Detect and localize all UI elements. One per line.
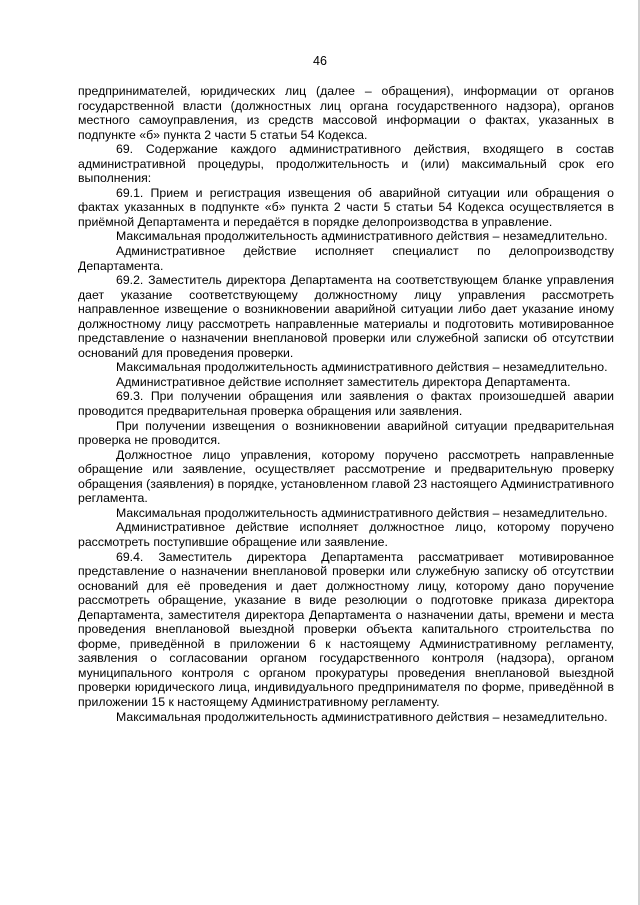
paragraph-executor-3: Административное действие исполняет должностное лицо, которому поручено рассмотреть поступившие обращение или заявление. (78, 520, 614, 549)
paragraph-duration-1: Максимальная продолжительность административного действия – незамедлительно. (116, 229, 608, 244)
paragraph-69: 69. Содержание каждого административного действия, входящего в состав административной процедуры, продолжительность и (или) максимальный срок его выполнения: (78, 142, 614, 186)
paragraph-69-2: 69.2. Заместитель директора Департамента на соответствующем бланке управления дает указание соответствующему должностному лицу управления рассмотреть направленное извещение о возникновении аварийной ситуации либо дает указание иному должностному лицу рассмотреть направленные материалы и подготовить мотивированное представление о назначении внеплановой проверки или служебной записки об отсутствии оснований для проведения проверки. (78, 273, 614, 360)
paragraph-69-1: 69.1. Прием и регистрация извещения об аварийной ситуации или обращения о фактах указанных в подпункте «б» пункта 2 части 5 статьи 54 Кодекса осуществляется в приёмной Департамента и передаётся в порядке делопроизводства в управление. (78, 185, 614, 229)
paragraph-continuation: предпринимателей, юридических лиц (далее – обращения), информации от органов государственной власти (должностных лиц органа государственного надзора), органов местного самоуправления, из средств массовой информации о фактах, указанных в подпункте «б» пункта 2 части 5 статьи 54 Кодекса. (78, 84, 614, 142)
paragraph-official-review: Должностное лицо управления, которому поручено рассмотреть направленные обращение или заявление, осуществляет рассмотрение и предварительную проверку обращения (заявления) в порядке, установленном главой 23 настоящего Административного регламента. (78, 447, 614, 506)
paragraph-duration-2: Максимальная продолжительность административного действия – незамедлительно. (116, 360, 608, 375)
paragraph-executor-2: Административное действие исполняет заместитель директора Департамента. (116, 374, 571, 389)
paragraph-69-3: 69.3. При получении обращения или заявления о фактах произошедшей аварии проводится предварительная проверка обращения или заявления. (78, 389, 614, 419)
paragraph-executor-1: Административное действие исполняет специалист по делопроизводству Департамента. (78, 244, 614, 273)
document-body (78, 84, 614, 724)
paragraph-duration-4: Максимальная продолжительность административного действия – незамедлительно. (116, 709, 608, 724)
page-number: 46 (313, 54, 327, 68)
paragraph-69-4: 69.4. Заместитель директора Департамента рассматривает мотивированное представление о назначении внеплановой проверки или служебную записку об отсутствии оснований для её проведения и дает должностному лицу, которому дано поручение рассмотреть обращение, указание в виде резолюции о подготовке приказа директора Департамента, заместителя директора Департамента о назначении даты, времени и места проведения внеплановой выездной проверки объекта капитального строительства по форме, приведённой в приложении 6 к настоящему Административному регламенту, заявления о согласовании органом государственного контроля (надзора), органом муниципального контроля с органом прокуратуры проведения внеплановой выездной проверки юридического лица, индивидуального предпринимателя по форме, приведённой в приложении 15 к настоящему Административному регламенту. (78, 549, 614, 709)
paragraph-no-check: При получении извещения о возникновении аварийной ситуации предварительная проверка не проводится. (78, 418, 614, 448)
paragraph-duration-3: Максимальная продолжительность административного действия – незамедлительно. (116, 505, 608, 520)
